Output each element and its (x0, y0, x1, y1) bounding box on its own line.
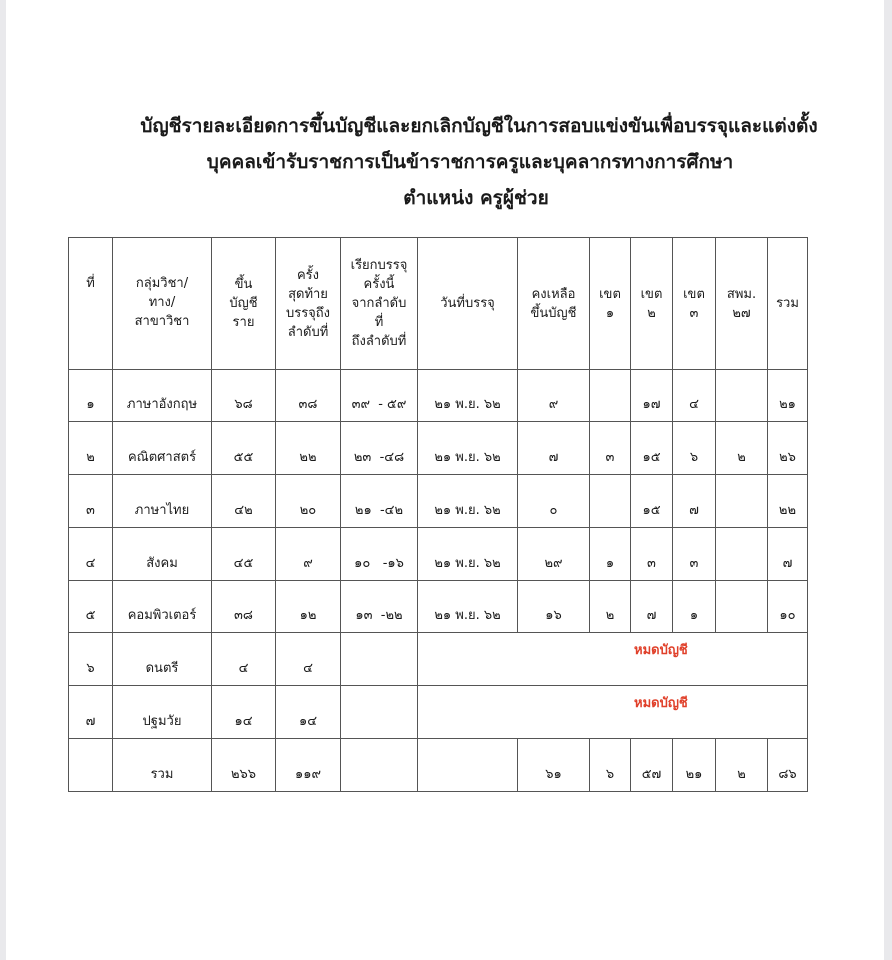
cell-no (69, 739, 113, 792)
exhausted-note-cell (418, 633, 808, 686)
cell-no: ๕ (69, 581, 113, 633)
cell-date: ๒๑ พ.ย. ๖๒ (418, 422, 518, 475)
cell-empty (341, 686, 418, 739)
table-row (69, 370, 808, 422)
cell-no: ๔ (69, 528, 113, 581)
cell-zone3: ๓ (673, 528, 716, 581)
cell-total: ๒๖ (768, 422, 808, 475)
cell-remaining: ๒๙ (518, 528, 590, 581)
header-zone1: เขต ๑ (590, 238, 631, 370)
header-total: รวม (768, 238, 808, 370)
totals-total: ๘๖ (768, 739, 808, 792)
cell-subject: สังคม (113, 528, 212, 581)
cell-subject: ดนตรี (113, 633, 212, 686)
cell-listed: ๓๘ (212, 581, 276, 633)
cell-date: ๒๑ พ.ย. ๖๒ (418, 528, 518, 581)
cell-no: ๒ (69, 422, 113, 475)
header-spm: สพม. ๒๗ (716, 238, 768, 370)
cell-zone1 (590, 475, 631, 528)
cell-remaining: ๑๖ (518, 581, 590, 633)
document-page (6, 0, 884, 960)
cell-total: ๒๑ (768, 370, 808, 422)
title-line-3: ตำแหน่ง ครูผู้ช่วย (403, 187, 549, 209)
header-subject: กลุ่มวิชา/ ทาง/ สาขาวิชา (113, 238, 212, 370)
cell-date: ๒๑ พ.ย. ๖๒ (418, 581, 518, 633)
cell-zone2: ๓ (631, 528, 673, 581)
cell-remaining: ๗ (518, 422, 590, 475)
cell-zone3: ๔ (673, 370, 716, 422)
cell-subject: ภาษาอังกฤษ (113, 370, 212, 422)
cell-empty (341, 739, 418, 792)
totals-spm: ๒ (716, 739, 768, 792)
cell-total: ๗ (768, 528, 808, 581)
header-no: ที่ (69, 238, 113, 370)
totals-remaining: ๖๑ (518, 739, 590, 792)
cell-zone2: ๑๕ (631, 422, 673, 475)
header-zone2: เขต ๒ (631, 238, 673, 370)
cell-spm (716, 370, 768, 422)
exhausted-note: หมดบัญชี (634, 643, 688, 658)
cell-no: ๗ (69, 686, 113, 739)
cell-range: ๒๑ -๔๒ (341, 475, 418, 528)
cell-no: ๖ (69, 633, 113, 686)
cell-no: ๑ (69, 370, 113, 422)
cell-spm (716, 475, 768, 528)
header-zone3: เขต ๓ (673, 238, 716, 370)
totals-row (69, 739, 808, 792)
cell-zone3: ๗ (673, 475, 716, 528)
cell-subject: คณิตศาสตร์ (113, 422, 212, 475)
header-row (69, 238, 808, 370)
cell-zone1: ๑ (590, 528, 631, 581)
cell-empty (418, 739, 518, 792)
cell-last: ๓๘ (276, 370, 341, 422)
cell-listed: ๑๔ (212, 686, 276, 739)
cell-zone3: ๖ (673, 422, 716, 475)
title-line-1: บัญชีรายละเอียดการขึ้นบัญชีและยกเลิกบัญชีในการสอบแข่งขันเพื่อบรรจุและแต่งตั้ง (140, 115, 818, 137)
header-last-called: ครั้ง สุดท้าย บรรจุถึง ลำดับที่ (276, 238, 341, 370)
totals-zone3: ๒๑ (673, 739, 716, 792)
cell-date: ๒๑ พ.ย. ๖๒ (418, 475, 518, 528)
totals-label: รวม (113, 739, 212, 792)
cell-listed: ๔ (212, 633, 276, 686)
header-date: วันที่บรรจุ (418, 238, 518, 370)
cell-zone2: ๑๕ (631, 475, 673, 528)
table-row (69, 528, 808, 581)
cell-subject: คอมพิวเตอร์ (113, 581, 212, 633)
cell-listed: ๔๒ (212, 475, 276, 528)
cell-remaining: ๙ (518, 370, 590, 422)
cell-last: ๑๔ (276, 686, 341, 739)
cell-range: ๓๙ - ๕๙ (341, 370, 418, 422)
cell-total: ๒๒ (768, 475, 808, 528)
cell-last: ๙ (276, 528, 341, 581)
cell-subject: ภาษาไทย (113, 475, 212, 528)
cell-listed: ๖๘ (212, 370, 276, 422)
cell-spm (716, 528, 768, 581)
table-row (69, 581, 808, 633)
cell-total: ๑๐ (768, 581, 808, 633)
cell-last: ๑๒ (276, 581, 341, 633)
cell-range: ๒๓ -๔๘ (341, 422, 418, 475)
totals-listed: ๒๖๖ (212, 739, 276, 792)
cell-last: ๒๒ (276, 422, 341, 475)
cell-listed: ๔๕ (212, 528, 276, 581)
cell-range: ๑๓ -๒๒ (341, 581, 418, 633)
cell-date: ๒๑ พ.ย. ๖๒ (418, 370, 518, 422)
totals-zone2: ๕๗ (631, 739, 673, 792)
cell-range: ๑๐ -๑๖ (341, 528, 418, 581)
cell-spm: ๒ (716, 422, 768, 475)
cell-zone1 (590, 370, 631, 422)
exhausted-note: หมดบัญชี (634, 696, 688, 711)
cell-listed: ๕๕ (212, 422, 276, 475)
cell-no: ๓ (69, 475, 113, 528)
header-listed: ขึ้น บัญชี ราย (212, 238, 276, 370)
cell-spm (716, 581, 768, 633)
cell-last: ๒๐ (276, 475, 341, 528)
exhausted-note-cell (418, 686, 808, 739)
totals-last: ๑๑๙ (276, 739, 341, 792)
title-line-2: บุคคลเข้ารับราชการเป็นข้าราชการครูและบุคลากรทางการศึกษา (206, 151, 734, 173)
cell-empty (341, 633, 418, 686)
header-called-now: เรียกบรรจุ ครั้งนี้ จากลำดับ ที่ ถึงลำดับที่ (341, 238, 418, 370)
cell-zone1: ๒ (590, 581, 631, 633)
recruitment-table (68, 237, 808, 792)
cell-zone2: ๑๗ (631, 370, 673, 422)
cell-remaining: ๐ (518, 475, 590, 528)
totals-zone1: ๖ (590, 739, 631, 792)
cell-subject: ปฐมวัย (113, 686, 212, 739)
header-remaining: คงเหลือ ขึ้นบัญชี (518, 238, 590, 370)
table-row (69, 475, 808, 528)
cell-zone1: ๓ (590, 422, 631, 475)
table-row-exhausted (69, 633, 808, 686)
table-row-exhausted (69, 686, 808, 739)
table-row (69, 422, 808, 475)
cell-zone3: ๑ (673, 581, 716, 633)
cell-last: ๔ (276, 633, 341, 686)
cell-zone2: ๗ (631, 581, 673, 633)
